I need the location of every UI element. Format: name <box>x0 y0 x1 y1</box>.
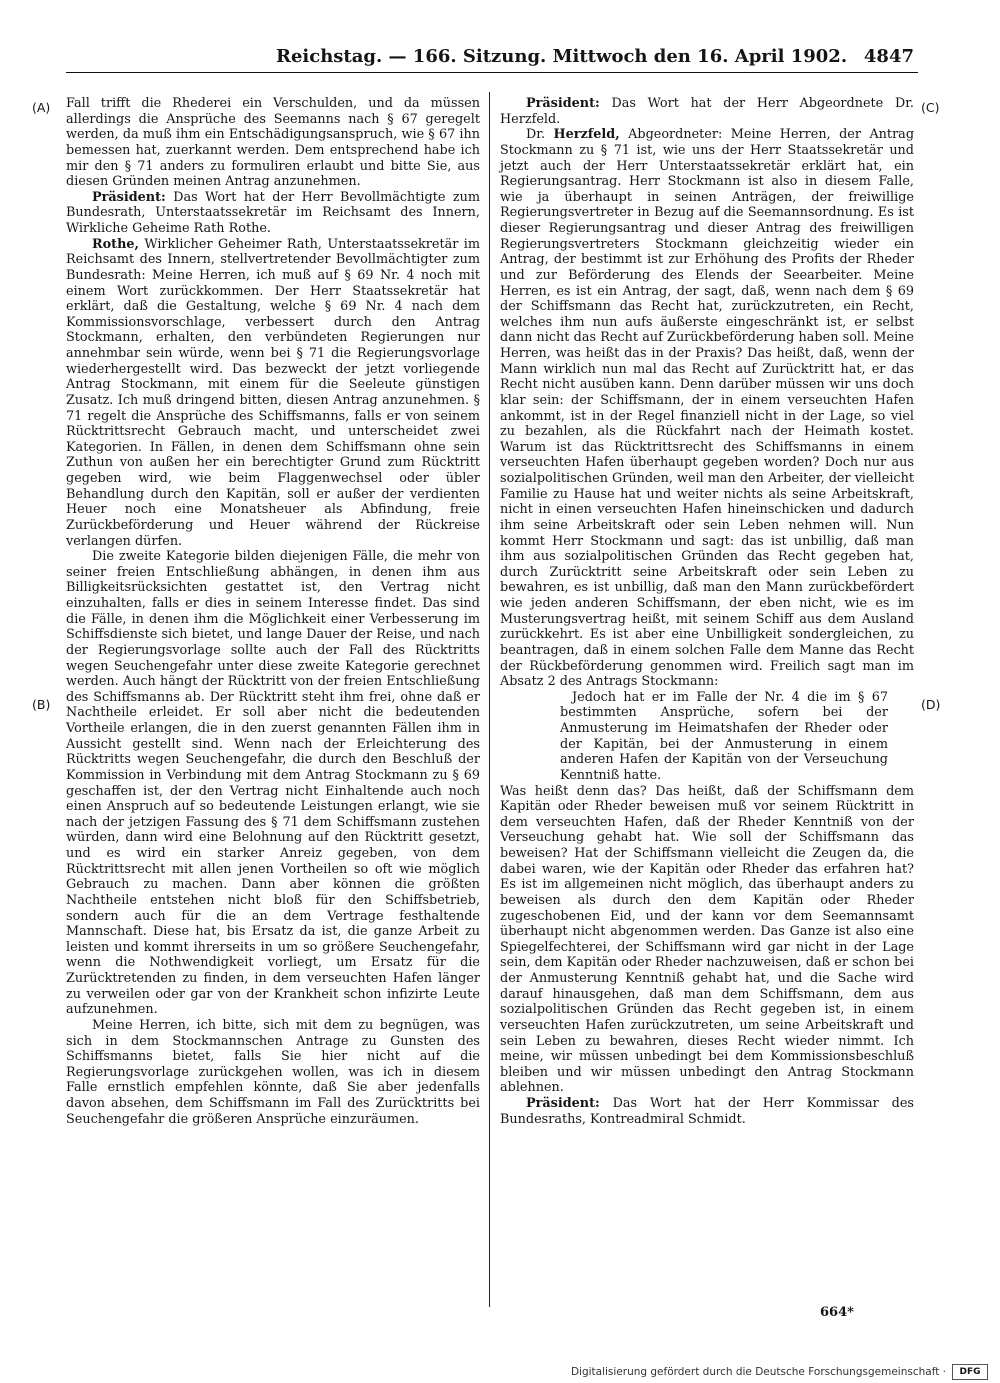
signature-mark: 664* <box>820 1305 854 1320</box>
quoted-motion: Jedoch hat er im Falle der Nr. 4 die im § 67 bestimmten Ansprüche, sofern bei der Anmusterung im Heimatshafen der Rheder oder der Kapitän, bei der Anmusterung in einem anderen Hafen der Kapitän von der Verseuchung Kenntniß hatte. <box>560 689 888 783</box>
column-divider <box>489 92 490 1307</box>
left-column <box>66 96 480 1127</box>
margin-mark-b: (B) <box>32 697 51 712</box>
speech-paragraph <box>500 127 914 690</box>
paragraph: Was heißt denn das? Das heißt, daß der Schiffsmann dem Kapitän oder Rheder beweisen muß vor seinem Rücktritt in dem verseuchten Hafen, daß der Rheder Kenntniß von der Verseuchung gehabt hat. Wie soll der Schiffsmann das beweisen? Hat der Schiffsmann vielleicht die Zeugen da, die dabei waren, wie der Kapitän oder Rheder das erfahren hat? Es ist im allgemeinen nicht möglich, das überhaupt anders zu beweisen als durch den dem Kapitän oder Rheder zugeschobenen Eid, und der kann vor dem Seemannsamt überhaupt nicht abgenommen werden. Das Ganze ist also eine Spiegelfechterei, der Schiffsmann wird gar nicht in der Lage sein, dem Kapitän oder Rheder nachzuweisen, daß er schon bei der Anmusterung Kenntniß gehabt hat, und die Sache wird darauf hinausgehen, daß man dem Schiffsmann, dem aus sozialpolitischen Gründen das Recht gegeben ist, in einem verseuchten Hafen zurückzutreten, um seine Arbeitskraft und sein Leben zu bewahren, dieses Recht wieder nimmt. Ich meine, wir müssen unbedingt bei dem Kommissionsbeschluß bleiben und wir müssen unbedingt den Antrag Stockmann ablehnen. <box>500 783 914 1096</box>
speech-paragraph <box>500 1096 914 1127</box>
speaker-title: Dr. <box>526 127 546 143</box>
paragraph: Fall trifft die Rhederei ein Verschulden, und da müssen allerdings die Ansprüche des Seemanns nach § 67 geregelt werden, da muß ihm ein Entschädigungsanspruch, wie § 67 ihn bemessen hat, zuerkannt werden. Dem entsprechend habe ich mir den § 71 anders zu formuliren erlaubt und bitte Sie, aus diesen Gründen meinen Antrag anzunehmen. <box>66 96 480 190</box>
speaker-name: Präsident: <box>92 189 166 205</box>
running-title: Reichstag. — 166. Sitzung. Mittwoch den 16. April 1902. <box>276 46 848 67</box>
speaker-name: Rothe, <box>92 236 139 252</box>
speech-text: Wirklicher Geheimer Rath, Unterstaatssekretär im Reichsamt des Innern, stellvertretender Bevollmächtigter zum Bundesrath: Meine Herren, ich muß auf § 69 Nr. 4 noch mit einem Wort zurückkommen. Der Herr Staatssekretär hat erklärt, daß die Gestaltung, welche § 69 Nr. 4 nach dem Kommissionsvorschlage, verbessert durch den Antrag Stockmann, erhalten, den verbündeten Regierungen nur annehmbar sein würde, wenn bei § 71 die Regierungsvorlage wiederhergestellt wird. Das bezweckt der jetzt vorliegende Antrag Stockmann, mit einem für die Seeleute günstigen Zusatz. Ich muß dringend bitten, diesen Antrag anzunehmen. § 71 regelt die Ansprüche des Schiffsmanns, falls er von seinem Rücktrittsrecht Gebrauch macht, und unterscheidet zwei Kategorien. In Fällen, in denen dem Schiffsmann ohne sein Zuthun von außen her ein berechtigter Grund zum Rücktritt gegeben wird, wie beim Flaggenwechsel oder übler Behandlung durch den Kapitän, soll er außer der verdienten Heuer noch eine Monatsheuer als Abfindung, freie Zurückbeförderung und Heuer während der Rückreise verlangen dürfen. <box>66 236 480 549</box>
margin-mark-a: (A) <box>32 100 51 115</box>
running-header <box>0 44 1000 72</box>
speech-text: Abgeordneter: Meine Herren, der Antrag Stockmann zu § 71 ist, wie uns der Herr Staatssekretär und jetzt auch der Herr Unterstaatssekretär erklärt hat, ein Regierungsantrag. Herr Stockmann ist also in diesem Falle, wie ja überhaupt in seinen Anträgen, der freiwillige Regierungsvertreter in Bezug auf die Seemannsordnung. Es ist dieser Regierungsantrag und dieser Antrag des freiwilligen Regierungsvertreters Stockmann gleichzeitig wieder ein Antrag, der bestimmt ist zur Erhöhung des Profits der Rheder und zur Beförderung des Elends der Seearbeiter. Meine Herren, es ist ein Antrag, der sagt, daß, wenn nach dem § 69 der Schiffsmann das Recht hat, zurückzutreten, ein Recht, welches ihm nun aufs äußerste eingeschränkt ist, er selbst dann nicht das Recht auf Zurückbeförderung haben soll. Meine Herren, was heißt das in der Praxis? Das heißt, daß, wenn der Mann wirklich nun mal das Recht auf Zurücktritt hat, er das Recht nicht ausüben kann. Denn darüber müssen wir uns doch klar sein: der Schiffsmann, der in einem verseuchten Hafen ankommt, ist in der Regel finanziell nicht in der Lage, so viel zu bezahlen, als die Rückfahrt nach der Heimath kostet. Warum ist das Rücktrittsrecht des Schiffsmanns in einem verseuchten Hafen überhaupt gegeben worden? Doch nur aus sozialpolitischen Gründen, weil man den Arbeiter, der vielleicht Familie zu Hause hat und weiter nichts als seine Arbeitskraft, nicht in einen verseuchten Hafen hineinschicken und dadurch ihm seine Arbeitskraft oder sein Leben nehmen will. Nun kommt Herr Stockmann und sagt: das ist unbillig, daß man ihm aus sozialpolitischen Gründen das Recht gegeben hat, durch Zurücktritt seine Arbeitskraft oder sein Leben zu bewahren, es ist unbillig, daß man den Mann zurückbefördert wie jeden anderen Schiffsmann, der eben nicht, wie es im Musterungsvertrag heißt, mit seinem Schiff aus dem Ausland zurückkehrt. Es ist aber eine Unbilligkeit sondergleichen, zu beantragen, daß in einem solchen Falle dem Manne das Recht der Rückbeförderung genommen wird. Freilich sagt man im Absatz 2 des Antrags Stockmann: <box>500 127 915 690</box>
footer <box>571 1363 988 1381</box>
speech-paragraph <box>500 96 914 127</box>
right-column <box>500 96 914 1127</box>
margin-mark-c: (C) <box>921 100 940 115</box>
speech-paragraph <box>66 237 480 550</box>
page-number: 4847 <box>863 46 914 67</box>
header-rule <box>66 72 918 73</box>
speech-text: Das Wort hat der Herr Abgeordnete Dr. Herzfeld. <box>500 96 914 127</box>
margin-mark-d: (D) <box>921 697 941 712</box>
speech-text: Das Wort hat der Herr Kommissar des Bundesraths, Kontreadmiral Schmidt. <box>500 1096 914 1127</box>
paragraph: Die zweite Kategorie bilden diejenigen Fälle, die mehr von seiner freien Entschließung abhängen, in denen ihm aus Billigkeitsrücksichten gestattet ist, den Vertrag nicht einzuhalten, falls er dies in seinem Interesse findet. Das sind die Fälle, in denen ihm die Möglichkeit einer Verbesserung im Schiffsdienste sich bietet, und lange Dauer der Reise, und nach der Regierungsvorlage sollte auch der Fall des Rücktritts wegen Seuchengefahr unter diese zweite Kategorie gerechnet werden. Auch hängt der Rücktritt von der freien Entschließung des Schiffsmanns ab. Der Rücktritt steht ihm frei, ohne daß er Nachtheile erleidet. Er soll aber nicht die bedeutenden Vortheile erlangen, die in den zuerst genannten Fällen ihm in Aussicht gestellt sind. Wenn nach der Erleichterung des Rücktritts wegen Seuchengefahr, die durch den Beschluß der Kommission in Verbindung mit dem Antrag Stockmann zu § 69 geschaffen ist, der den Vertrag nicht Einhaltende auch noch einen Anspruch auf so bedeutende Leistungen erlangt, wie sie nach der jetzigen Fassung des § 71 dem Schiffsmann zustehen würden, dann wird eine Belohnung auf den Rücktritt gesetzt, und es wird ein starker Anreiz gegeben, von dem Rücktrittsrecht mit allen jenen Vortheilen so oft wie möglich Gebrauch zu machen. Dann aber können die größten Nachtheile entstehen nicht bloß für den Schiffsbetrieb, sondern auch für die an dem Vertrage festhaltende Mannschaft. Diese hat, bis Ersatz da ist, die ganze Arbeit zu leisten und kommt ihrerseits in um so größere Seuchengefahr, wenn die Nothwendigkeit vorliegt, um Ersatz für die Zurücktretenden zu finden, in dem verseuchten Hafen länger zu verweilen oder gar von der Krankheit schon infizirte Leute aufzunehmen. <box>66 549 480 1018</box>
speaker-name: Herzfeld, <box>553 127 620 143</box>
dfg-logo: DFG <box>952 1364 988 1380</box>
speech-paragraph <box>66 190 480 237</box>
speaker-name: Präsident: <box>526 1096 600 1111</box>
speaker-name: Präsident: <box>526 96 600 111</box>
paragraph: Meine Herren, ich bitte, sich mit dem zu begnügen, was sich in dem Stockmannschen Antrage zu Gunsten des Schiffsmanns bietet, falls Sie hier nicht auf die Regierungsvorlage zurückgehen wollen, was ich in diesem Falle ernstlich empfehlen könnte, daß Sie aber jedenfalls davon absehen, dem Schiffsmann im Fall des Zurücktritts bei Seuchengefahr die größeren Ansprüche einzuräumen. <box>66 1017 480 1127</box>
speech-text: Das Wort hat der Herr Bevollmächtigte zum Bundesrath, Unterstaatssekretär im Reichsamt des Innern, Wirkliche Geheime Rath Rothe. <box>66 189 480 236</box>
funding-note: Digitalisierung gefördert durch die Deutsche Forschungsgemeinschaft · <box>570 1366 946 1378</box>
